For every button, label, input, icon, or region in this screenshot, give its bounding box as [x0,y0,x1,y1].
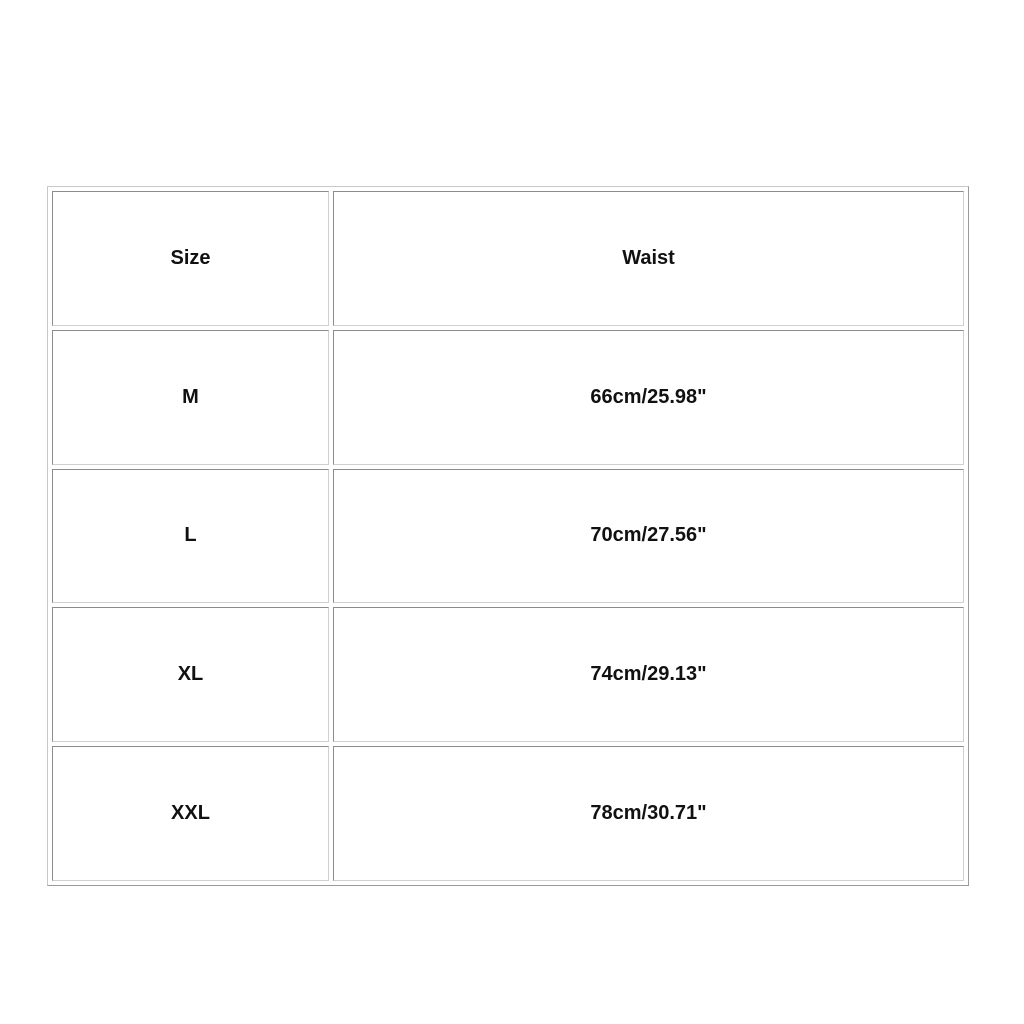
size-cell: XXL [52,746,329,881]
table-row [52,469,964,604]
size-cell: L [52,469,329,604]
waist-cell: 78cm/30.71" [333,746,964,881]
waist-cell: 66cm/25.98" [333,330,964,465]
waist-cell: 74cm/29.13" [333,607,964,742]
header-waist: Waist [333,191,964,326]
size-chart-table [47,186,969,886]
table-row [52,607,964,742]
size-cell: XL [52,607,329,742]
size-cell: M [52,330,329,465]
header-size: Size [52,191,329,326]
table-row [52,746,964,881]
waist-cell: 70cm/27.56" [333,469,964,604]
table-row [52,330,964,465]
table-header-row [52,191,964,326]
